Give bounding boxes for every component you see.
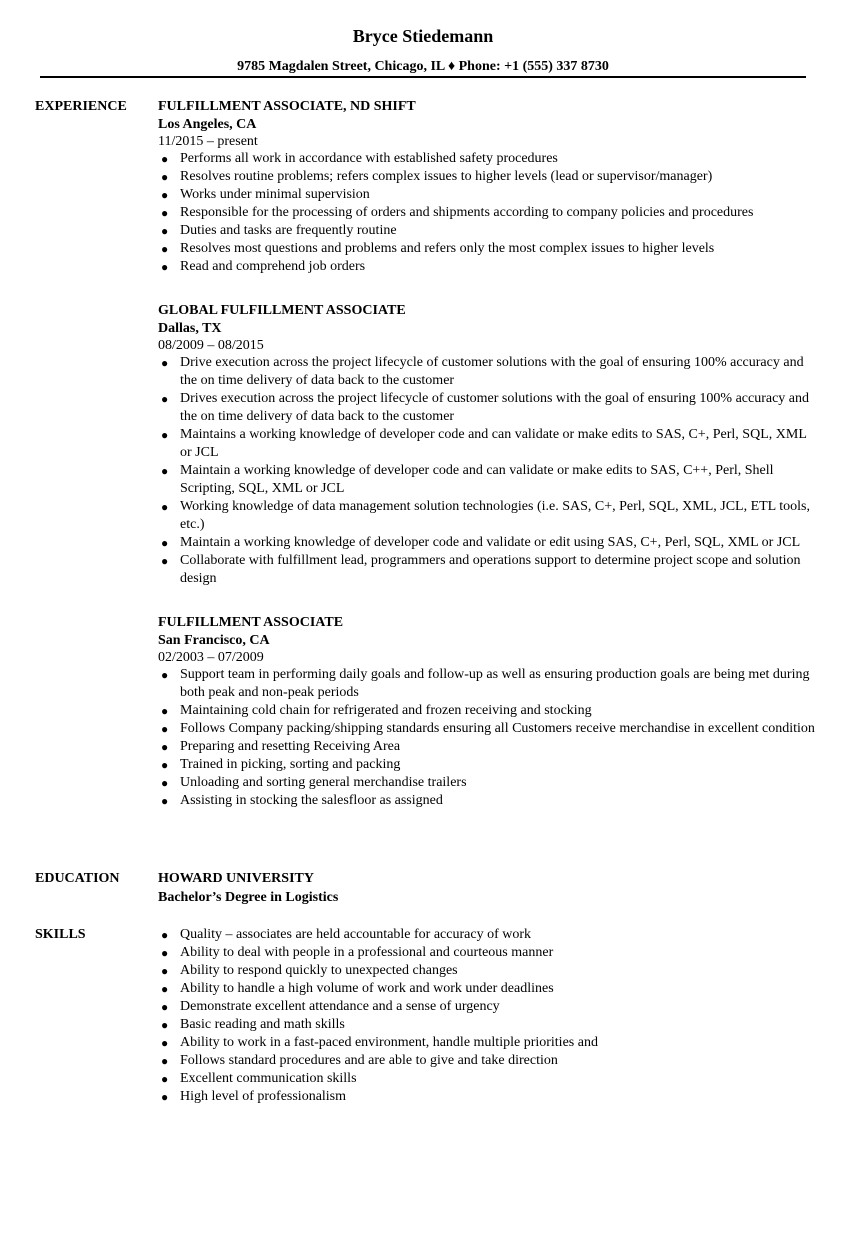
experience-list bbox=[158, 98, 818, 836]
bullet-icon: ● bbox=[161, 392, 169, 406]
skill-text: High level of professionalism bbox=[180, 1089, 347, 1104]
bullet-text: Read and comprehend job orders bbox=[180, 259, 366, 274]
skill-text: Ability to handle a high volume of work and work under deadlines bbox=[180, 981, 554, 996]
bullet-text: Assisting in stocking the salesfloor as assigned bbox=[180, 793, 443, 808]
skill-text: Follows standard procedures and are able to give and take direction bbox=[180, 1053, 558, 1068]
list-item bbox=[158, 534, 818, 552]
bullet-text: Maintain a working knowledge of developer code and can validate or make edits to SAS, C++, Perl, Shell Scripting, SQL, XML or JCL bbox=[180, 463, 774, 496]
skill-text: Excellent communication skills bbox=[180, 1071, 357, 1086]
bullet-icon: ● bbox=[161, 964, 169, 978]
bullet-icon: ● bbox=[161, 554, 169, 568]
skill-text: Demonstrate excellent attendance and a sense of urgency bbox=[180, 999, 500, 1014]
job-title: FULFILLMENT ASSOCIATE, ND SHIFT bbox=[158, 99, 416, 114]
bullet-icon: ● bbox=[161, 428, 169, 442]
degree-name: Bachelor’s Degree in Logistics bbox=[158, 890, 339, 905]
bullet-text: Drive execution across the project lifecycle of customer solutions with the goal of ensuring 100% accuracy and the on time delivery of data back to the customer bbox=[180, 355, 804, 388]
education-body bbox=[158, 870, 818, 908]
bullet-icon: ● bbox=[161, 1000, 169, 1014]
bullet-icon: ● bbox=[161, 668, 169, 682]
skill-text: Ability to respond quickly to unexpected changes bbox=[180, 963, 458, 978]
job-entry bbox=[158, 302, 818, 588]
job-dates: 08/2009 – 08/2015 bbox=[158, 338, 264, 353]
bullet-icon: ● bbox=[161, 1090, 169, 1104]
contact-line: 9785 Magdalen Street, Chicago, IL ♦ Phone: +1 (555) 337 8730 bbox=[237, 59, 609, 74]
bullet-icon: ● bbox=[161, 776, 169, 790]
list-item bbox=[158, 498, 818, 534]
bullet-icon: ● bbox=[161, 242, 169, 256]
job-bullets bbox=[158, 354, 818, 588]
bullet-text: Resolves routine problems; refers complex issues to higher levels (lead or supervisor/manager) bbox=[180, 169, 713, 184]
job-location: San Francisco, CA bbox=[158, 633, 270, 648]
bullet-text: Trained in picking, sorting and packing bbox=[180, 757, 401, 772]
skill-text: Ability to deal with people in a professional and courteous manner bbox=[180, 945, 554, 960]
education-heading: EDUCATION bbox=[35, 871, 120, 886]
list-item bbox=[158, 186, 818, 204]
bullet-icon: ● bbox=[161, 794, 169, 808]
skill-text: Quality – associates are held accountable for accuracy of work bbox=[180, 927, 532, 942]
list-item bbox=[158, 774, 818, 792]
skill-text: Ability to work in a fast-paced environment, handle multiple priorities and bbox=[180, 1035, 598, 1050]
header-divider bbox=[40, 76, 806, 78]
list-item bbox=[158, 150, 818, 168]
bullet-icon: ● bbox=[161, 536, 169, 550]
bullet-text: Responsible for the processing of orders and shipments according to company policies and procedures bbox=[180, 205, 754, 220]
bullet-icon: ● bbox=[161, 1018, 169, 1032]
bullet-icon: ● bbox=[161, 946, 169, 960]
job-bullets bbox=[158, 666, 818, 810]
bullet-icon: ● bbox=[161, 704, 169, 718]
skill-text: Basic reading and math skills bbox=[180, 1017, 345, 1032]
bullet-icon: ● bbox=[161, 928, 169, 942]
job-bullets bbox=[158, 150, 818, 276]
skills-heading: SKILLS bbox=[35, 927, 86, 942]
bullet-text: Duties and tasks are frequently routine bbox=[180, 223, 397, 238]
bullet-icon: ● bbox=[161, 152, 169, 166]
bullet-text: Maintains a working knowledge of developer code and can validate or make edits to SAS, C+, Perl, SQL, XML or JCL bbox=[180, 427, 807, 460]
job-dates: 02/2003 – 07/2009 bbox=[158, 650, 264, 665]
bullet-icon: ● bbox=[161, 722, 169, 736]
list-item bbox=[158, 756, 818, 774]
list-item bbox=[158, 240, 818, 258]
list-item bbox=[158, 354, 818, 390]
job-entry bbox=[158, 614, 818, 810]
list-item bbox=[158, 1088, 818, 1106]
bullet-text: Collaborate with fulfillment lead, programmers and operations support to determine project scope and solution design bbox=[180, 553, 801, 586]
bullet-text: Support team in performing daily goals and follow-up as well as ensuring production goals are being met during both peak and non-peak periods bbox=[180, 667, 810, 700]
bullet-icon: ● bbox=[161, 260, 169, 274]
skills-body bbox=[158, 926, 818, 1106]
bullet-text: Works under minimal supervision bbox=[180, 187, 370, 202]
list-item bbox=[158, 944, 818, 962]
job-title: GLOBAL FULFILLMENT ASSOCIATE bbox=[158, 303, 406, 318]
bullet-text: Preparing and resetting Receiving Area bbox=[180, 739, 401, 754]
list-item bbox=[158, 962, 818, 980]
bullet-icon: ● bbox=[161, 982, 169, 996]
list-item bbox=[158, 998, 818, 1016]
job-location: Dallas, TX bbox=[158, 321, 222, 336]
list-item bbox=[158, 552, 818, 588]
bullet-icon: ● bbox=[161, 224, 169, 238]
list-item bbox=[158, 666, 818, 702]
bullet-icon: ● bbox=[161, 1054, 169, 1068]
bullet-icon: ● bbox=[161, 500, 169, 514]
school-name: HOWARD UNIVERSITY bbox=[158, 871, 314, 886]
bullet-text: Resolves most questions and problems and refers only the most complex issues to higher levels bbox=[180, 241, 715, 256]
bullet-text: Maintaining cold chain for refrigerated and frozen receiving and stocking bbox=[180, 703, 592, 718]
list-item bbox=[158, 258, 818, 276]
list-item bbox=[158, 702, 818, 720]
list-item bbox=[158, 738, 818, 756]
bullet-icon: ● bbox=[161, 740, 169, 754]
job-entry bbox=[158, 98, 818, 276]
list-item bbox=[158, 980, 818, 998]
job-location: Los Angeles, CA bbox=[158, 117, 257, 132]
bullet-icon: ● bbox=[161, 206, 169, 220]
bullet-text: Unloading and sorting general merchandise trailers bbox=[180, 775, 467, 790]
bullet-icon: ● bbox=[161, 170, 169, 184]
bullet-text: Drives execution across the project lifecycle of customer solutions with the goal of ensuring 100% accuracy and the on time delivery of data back to the customer bbox=[180, 391, 810, 424]
skills-list bbox=[158, 926, 818, 1106]
list-item bbox=[158, 1034, 818, 1052]
list-item bbox=[158, 390, 818, 426]
job-dates: 11/2015 – present bbox=[158, 134, 258, 149]
list-item bbox=[158, 426, 818, 462]
candidate-name: Bryce Stiedemann bbox=[352, 26, 494, 46]
list-item bbox=[158, 222, 818, 240]
list-item bbox=[158, 1016, 818, 1034]
bullet-icon: ● bbox=[161, 1072, 169, 1086]
experience-heading: EXPERIENCE bbox=[35, 99, 127, 114]
list-item bbox=[158, 1070, 818, 1088]
bullet-icon: ● bbox=[161, 758, 169, 772]
bullet-icon: ● bbox=[161, 464, 169, 478]
job-title: FULFILLMENT ASSOCIATE bbox=[158, 615, 344, 630]
list-item bbox=[158, 926, 818, 944]
bullet-text: Performs all work in accordance with established safety procedures bbox=[180, 151, 558, 166]
resume-header bbox=[40, 24, 806, 76]
bullet-icon: ● bbox=[161, 1036, 169, 1050]
list-item bbox=[158, 1052, 818, 1070]
bullet-text: Working knowledge of data management solution technologies (i.e. SAS, C+, Perl, SQL, XML, JCL, ETL tools, etc.) bbox=[180, 499, 810, 532]
bullet-icon: ● bbox=[161, 356, 169, 370]
bullet-icon: ● bbox=[161, 188, 169, 202]
list-item bbox=[158, 204, 818, 222]
bullet-text: Follows Company packing/shipping standards ensuring all Customers receive merchandise in excellent condition bbox=[180, 721, 815, 736]
list-item bbox=[158, 720, 818, 738]
bullet-text: Maintain a working knowledge of developer code and validate or edit using SAS, C+, Perl, SQL, XML or JCL bbox=[180, 535, 801, 550]
list-item bbox=[158, 792, 818, 810]
list-item bbox=[158, 462, 818, 498]
list-item bbox=[158, 168, 818, 186]
